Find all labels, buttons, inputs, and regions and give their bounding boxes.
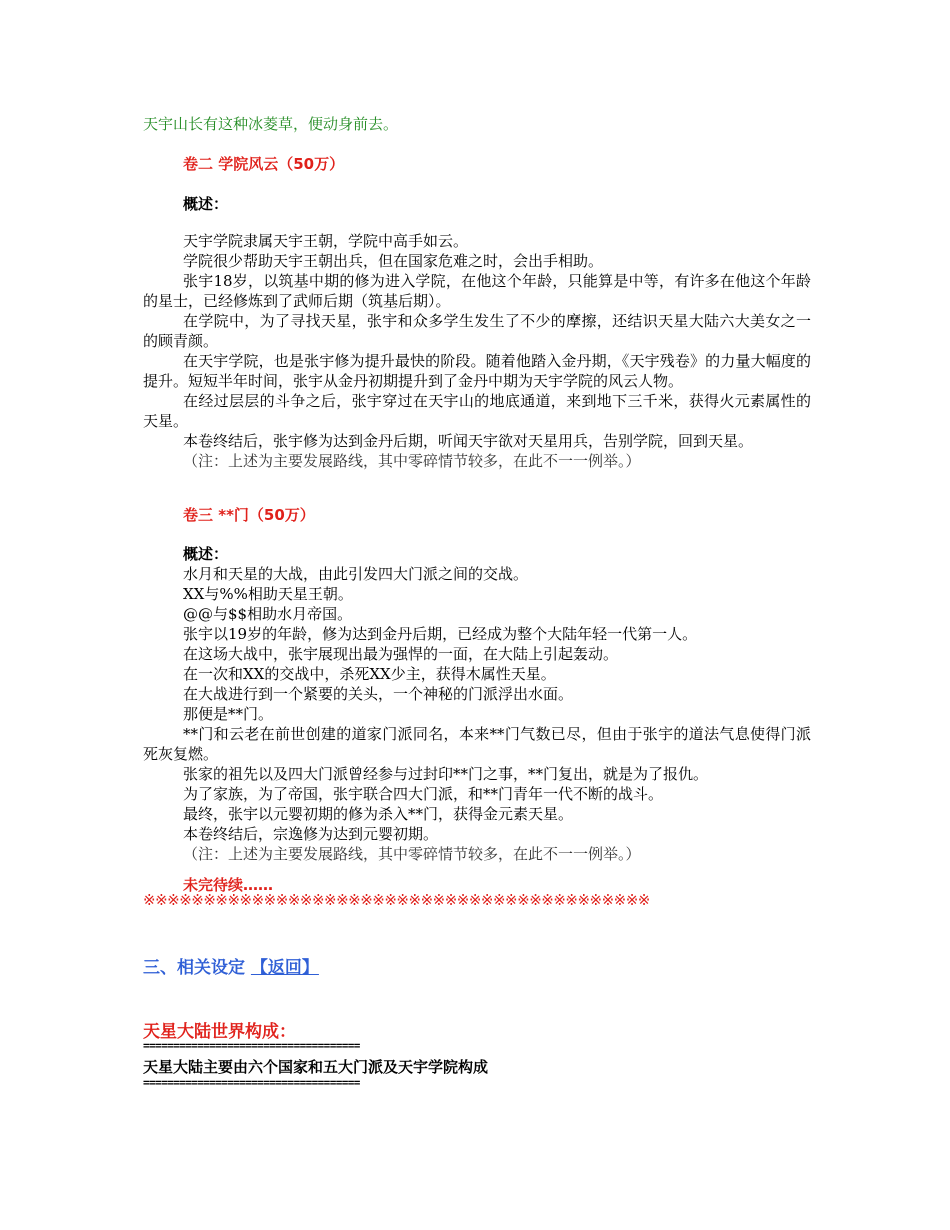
- vol3-para: 在大战进行到一个紧要的关头，一个神秘的门派浮出水面。: [183, 685, 574, 703]
- vol2-para: 在经过层层的斗争之后，张宇穿过在天宇山的地底通道，来到地下三千米，获得火元素属性的天星。: [143, 392, 811, 430]
- vol3-para: 最终，张宇以元婴初期的修为杀入**门，获得金元素天星。: [183, 805, 574, 823]
- rule-bottom: ====================================: [143, 1076, 360, 1089]
- vol3-para: 张宇以19岁的年龄，修为达到金丹后期，已经成为整个大陆年轻一代第一人。: [183, 625, 698, 643]
- world-title: 天星大陆世界构成：: [143, 1022, 296, 1042]
- vol3-para: 张家的祖先以及四大门派曾经参与过封印**门之事，**门复出，就是为了报仇。: [183, 765, 709, 783]
- section3-title: 三、相关设定: [143, 958, 245, 978]
- vol3-para: 在一次和XX的交战中，杀死XX少主，获得木属性天星。: [183, 665, 556, 683]
- vol2-para: 本卷终结后，张宇修为达到金丹后期，听闻天宇欲对天星用兵，告别学院，回到天星。: [183, 432, 754, 450]
- back-link[interactable]: 【返回】: [250, 958, 319, 978]
- vol2-para: 学院很少帮助天宇王朝出兵，但在国家危难之时，会出手相助。: [183, 252, 604, 270]
- stars-divider: ※※※※※※※※※※※※※※※※※※※※※※※※※※※※※※※※※※※※※※※※※※: [143, 891, 650, 909]
- vol3-para: @@与$$相助水月帝国。: [183, 605, 353, 623]
- vol3-para: 在这场大战中，张宇展现出最为强悍的一面，在大陆上引起轰动。: [183, 645, 619, 663]
- vol2-summary-label: 概述：: [183, 195, 229, 213]
- vol2-title: 卷二 学院风云（50万）: [183, 155, 345, 173]
- vol2-para: 在天宇学院，也是张宇修为提升最快的阶段。随着他踏入金丹期，《天宇残卷》的力量大幅度的提升。短短半年时间，张宇从金丹初期提升到了金丹中期为天宇学院的风云人物。: [143, 352, 811, 390]
- vol3-body: [143, 544, 811, 864]
- vol2-note: （注：上述为主要发展路线，其中零碎情节较多，在此不一一例举。）: [183, 452, 641, 470]
- vol2-para: 在学院中，为了寻找天星，张宇和众多学生发生了不少的摩擦，还结识天星大陆六大美女之一的顾青颜。: [143, 312, 811, 350]
- vol3-para: 那便是**门。: [183, 705, 274, 723]
- to-be-continued: 未完待续……: [183, 876, 274, 894]
- vol3-para: 本卷终结后，宗逸修为达到元婴初期。: [183, 825, 439, 843]
- world-description: 天星大陆主要由六个国家和五大门派及天宇学院构成: [143, 1058, 489, 1076]
- vol2-para: 天宇学院隶属天宇王朝，学院中高手如云。: [183, 232, 469, 250]
- vol2-para: 张宇18岁，以筑基中期的修为进入学院，在他这个年龄，只能算是中等，有许多在他这个年龄的星士，已经修炼到了武师后期（筑基后期）。: [143, 272, 811, 310]
- vol3-para: 水月和天星的大战，由此引发四大门派之间的交战。: [183, 565, 529, 583]
- vol3-para: XX与%%相助天星王朝。: [183, 585, 353, 603]
- section3-heading: [143, 953, 319, 978]
- vol3-title: 卷三 **门（50万）: [183, 506, 315, 524]
- vol2-body: [143, 231, 811, 471]
- vol3-note: （注：上述为主要发展路线，其中零碎情节较多，在此不一一例举。）: [183, 845, 641, 863]
- rule-top: ====================================: [143, 1039, 360, 1052]
- intro-line: 天宇山长有这种冰菱草，便动身前去。: [143, 115, 399, 133]
- vol3-summary-label: 概述：: [183, 545, 229, 563]
- vol3-para: 为了家族，为了帝国，张宇联合四大门派，和**门青年一代不断的战斗。: [183, 785, 664, 803]
- vol3-para: **门和云老在前世创建的道家门派同名，本来**门气数已尽，但由于张宇的道法气息使得门派死灰复燃。: [143, 725, 811, 763]
